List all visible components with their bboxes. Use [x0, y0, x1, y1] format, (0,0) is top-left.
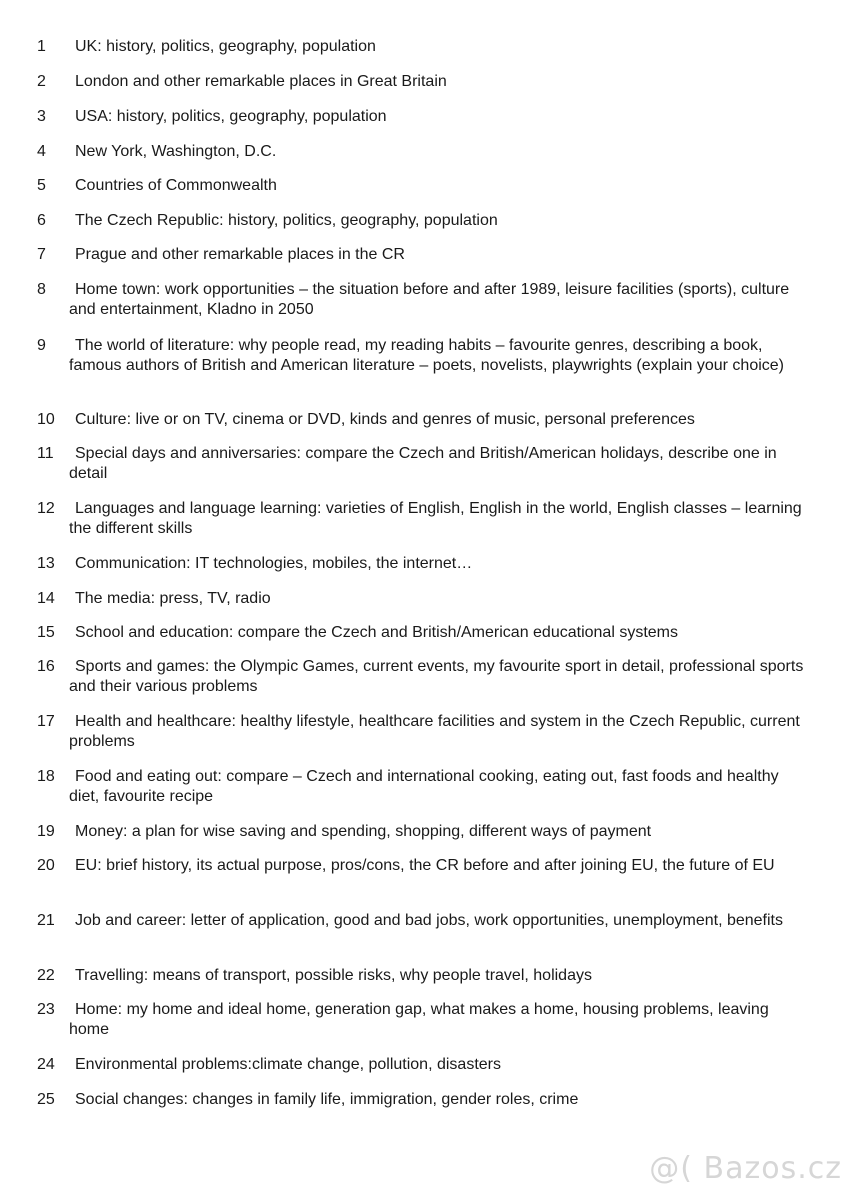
topic-text: Food and eating out: compare – Czech and international cooking, eating out, fast foods and healthy diet, favourite recipe: [69, 768, 779, 805]
topic-text: The Czech Republic: history, politics, geography, population: [75, 212, 498, 229]
topic-text: The world of literature: why people read, my reading habits – favourite genres, describing a book, famous authors of British and American literature – poets, novelists, playwrights (explain your choice): [69, 337, 785, 374]
topic-text: Languages and language learning: varieties of English, English in the world, English classes – learning the different skills: [69, 500, 802, 537]
topic-number: 10: [37, 411, 55, 428]
topic-number: 6: [37, 212, 46, 229]
topic-text: Job and career: letter of application, good and bad jobs, work opportunities, unemployment, benefits: [75, 912, 783, 929]
topic-text: Special days and anniversaries: compare the Czech and British/American holidays, describe one in detail: [69, 445, 777, 482]
topic-text: EU: brief history, its actual purpose, pros/cons, the CR before and after joining EU, the future of EU: [75, 857, 775, 874]
topic-text: Home town: work opportunities – the situation before and after 1989, leisure facilities (sports), culture and entertainment, Kladno in 2050: [69, 281, 790, 318]
watermark-text: @( Bazos.cz: [649, 1151, 842, 1186]
topic-text: USA: history, politics, geography, population: [75, 108, 387, 125]
topic-text: Money: a plan for wise saving and spending, shopping, different ways of payment: [75, 823, 652, 840]
topic-text: Travelling: means of transport, possible risks, why people travel, holidays: [75, 967, 592, 984]
topic-text: Culture: live or on TV, cinema or DVD, kinds and genres of music, personal preferences: [75, 411, 695, 428]
topic-text: Environmental problems:climate change, pollution, disasters: [75, 1056, 501, 1073]
topic-number: 2: [37, 73, 46, 90]
topic-number: 3: [37, 108, 46, 125]
topic-text: London and other remarkable places in Great Britain: [75, 73, 447, 90]
topic-text: Prague and other remarkable places in the CR: [75, 246, 405, 263]
topic-number: 14: [37, 590, 55, 607]
topic-text: UK: history, politics, geography, population: [75, 38, 376, 55]
topic-number: 12: [37, 500, 55, 517]
bazos-watermark: [649, 1151, 842, 1186]
topic-text: Health and healthcare: healthy lifestyle, healthcare facilities and system in the Czech Republic, current problems: [69, 713, 800, 750]
topic-text: Social changes: changes in family life, immigration, gender roles, crime: [75, 1091, 579, 1108]
topic-number: 16: [37, 658, 55, 675]
topic-number: 23: [37, 1001, 55, 1018]
topic-number: 13: [37, 555, 55, 572]
topic-number: 4: [37, 143, 46, 160]
topic-number: 1: [37, 38, 46, 55]
topic-number: 5: [37, 177, 46, 194]
topic-number: 22: [37, 967, 55, 984]
topic-number: 18: [37, 768, 55, 785]
topic-number: 8: [37, 281, 46, 298]
topic-text: Countries of Commonwealth: [75, 177, 277, 194]
topic-text: School and education: compare the Czech and British/American educational systems: [75, 624, 678, 641]
topic-text: The media: press, TV, radio: [75, 590, 271, 607]
topic-number: 20: [37, 857, 55, 874]
topic-text: Home: my home and ideal home, generation gap, what makes a home, housing problems, leaving home: [69, 1001, 769, 1038]
topic-text: New York, Washington, D.C.: [75, 143, 277, 160]
topic-number: 19: [37, 823, 55, 840]
topic-number: 25: [37, 1091, 55, 1108]
topic-text: Communication: IT technologies, mobiles, the internet…: [75, 555, 473, 572]
topic-number: 9: [37, 337, 46, 354]
topic-text: Sports and games: the Olympic Games, current events, my favourite sport in detail, professional sports and their various problems: [69, 658, 804, 695]
topic-number: 17: [37, 713, 55, 730]
topic-number: 11: [37, 445, 54, 462]
topic-number: 21: [37, 912, 55, 929]
topic-number: 15: [37, 624, 55, 641]
topic-number: 24: [37, 1056, 55, 1073]
topic-number: 7: [37, 246, 46, 263]
